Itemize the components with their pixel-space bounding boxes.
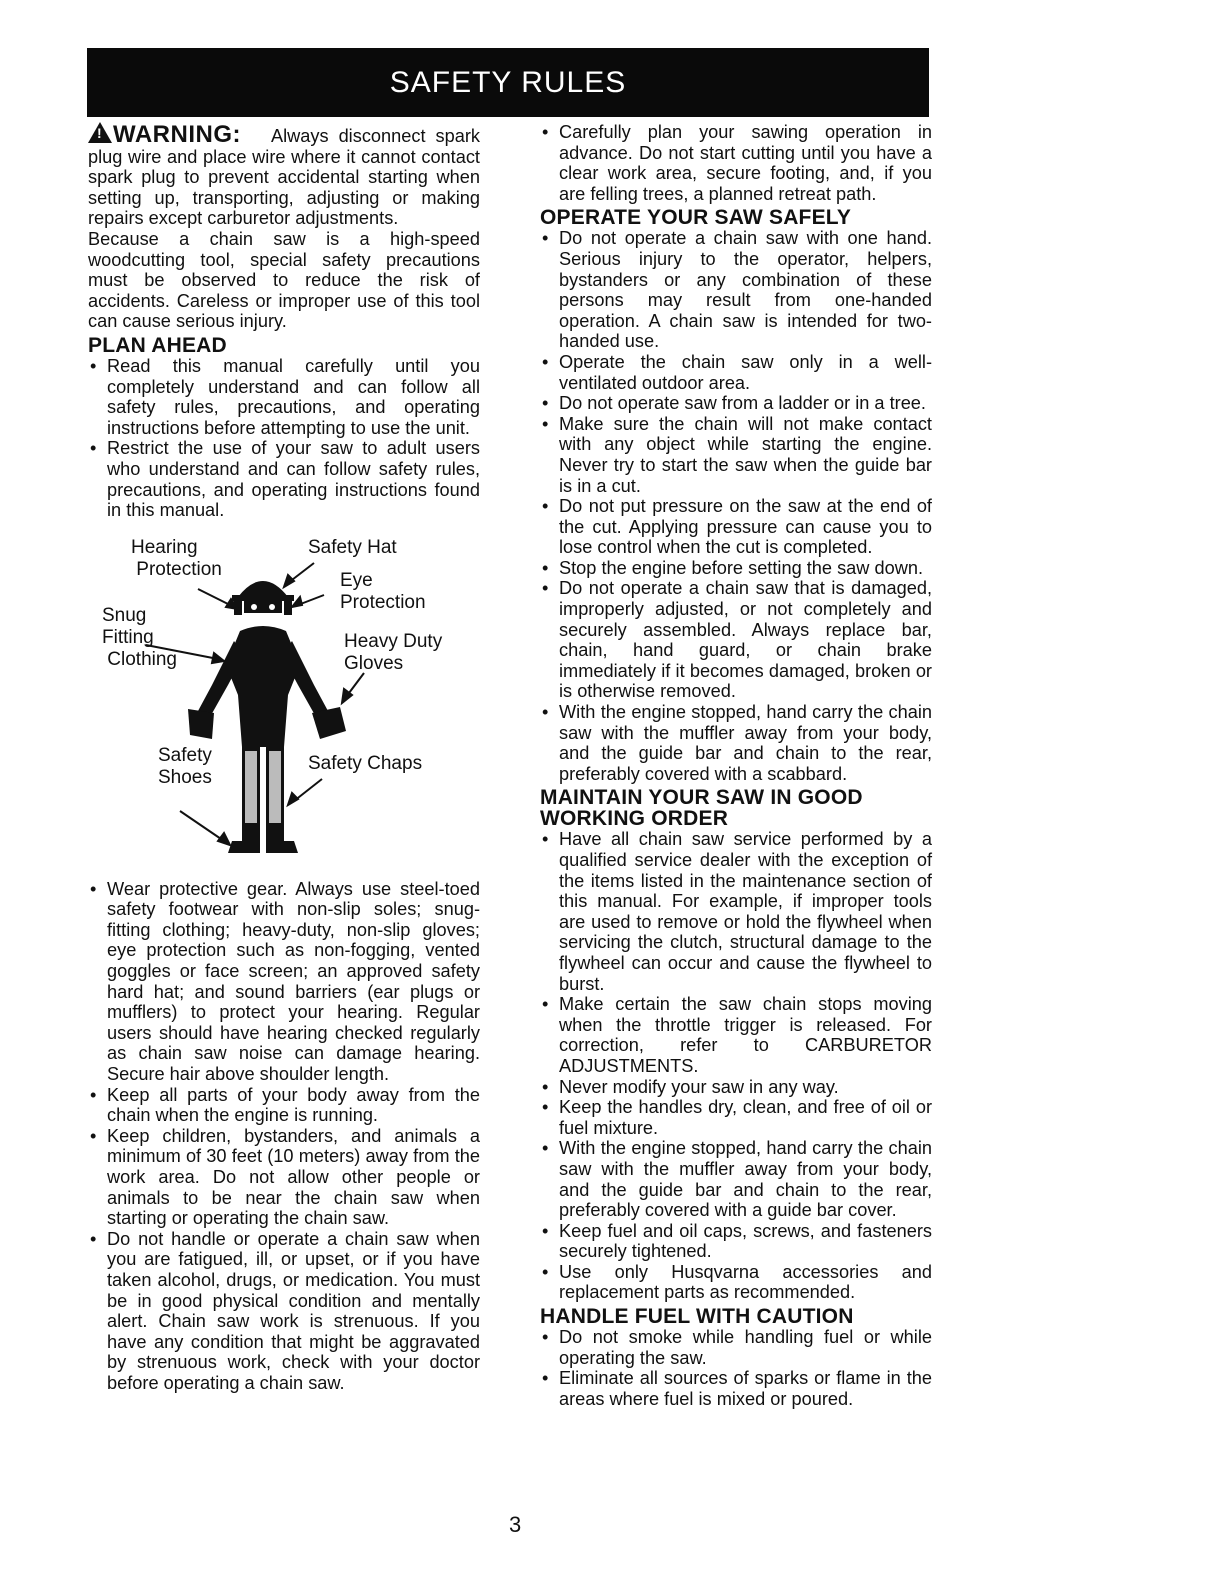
maintain-saw-list <box>540 829 932 1303</box>
list-item: • Operate the chain saw only in a well-ventilated outdoor area. <box>540 352 932 393</box>
protective-gear-list <box>88 879 480 1394</box>
list-item: • Keep children, bystanders, and animals a minimum of 30 feet (10 meters) away from the work area. Do not allow other people or animals to be near the chain saw when starting or operating the chain saw. <box>88 1126 480 1229</box>
handle-fuel-list <box>540 1327 932 1409</box>
protective-gear-figure <box>88 535 480 871</box>
list-item: • With the engine stopped, hand carry the chain saw with the muffler away from your body, and the guide bar and chain to the rear, preferably covered with a guide bar cover. <box>540 1138 932 1220</box>
warning-paragraph <box>88 122 480 229</box>
warning-triangle-icon <box>88 122 112 143</box>
handle-fuel-heading: HANDLE FUEL WITH CAUTION <box>540 1305 854 1329</box>
right-column <box>540 122 932 1409</box>
list-item: • Wear protective gear. Always use steel-toed safety footwear with non-slip soles; snug-fitting clothing; heavy-duty, non-slip gloves; eye protection such as non-fogging, vented goggles or face screen; an approved safety hard hat; and sound barriers (ear plugs or mufflers) to protect your hearing. Regular users should have hearing checked regularly as chain saw noise can damage hearing. Secure hair above shoulder length. <box>88 879 480 1085</box>
list-item: • Restrict the use of your saw to adult users who understand and can follow safety rules, precautions, and operating instructions found in this manual. <box>88 438 480 520</box>
list-item: • Have all chain saw service performed by a qualified service dealer with the exception of the items listed in the maintenance section of this manual. For example, if improper tools are used to remove or hold the flywheel when servicing the clutch, structural damage to the flywheel can occur and cause the flywheel to burst. <box>540 829 932 994</box>
planning-list <box>540 122 932 204</box>
page-number: 3 <box>509 1512 522 1537</box>
list-item: • Do not operate a chain saw that is damaged, improperly adjusted, or not completely and securely assembled. Always replace bar, chain, hand guard, or chain brake immediately if it becomes damaged, broken or is otherwise removed. <box>540 578 932 702</box>
hearing-protection-label: Hearing Protection <box>131 536 222 580</box>
list-item: • With the engine stopped, hand carry the chain saw with the muffler away from your body, and the guide bar and chain to the rear, preferably covered with a scabbard. <box>540 702 932 784</box>
list-item: • Carefully plan your sawing operation in advance. Do not start cutting until you have a clear work area, secure footing, and, if you are felling trees, a planned retreat path. <box>540 122 932 204</box>
intro-paragraph: Because a chain saw is a high-speed woodcutting tool, special safety precautions must be observed to reduce the risk of accidents. Careless or improper use of this tool can cause serious injury. <box>88 228 480 332</box>
list-item: • Keep all parts of your body away from the chain when the engine is running. <box>88 1085 480 1126</box>
safety-shoes-label: Safety Shoes <box>158 744 212 788</box>
eye-protection-label: Eye Protection <box>340 569 426 613</box>
warning-text: Always disconnect spark plug wire and place wire where it cannot contact spark plug to prevent accidental starting when setting up, transporting, adjusting or making repairs except carburetor adjustments. <box>88 126 480 229</box>
warning-label: WARNING: <box>113 121 241 148</box>
list-item: • Make sure the chain will not make contact with any object while starting the engine. Never try to start the saw when the guide bar is in a cut. <box>540 414 932 496</box>
plan-ahead-heading: PLAN AHEAD <box>88 333 227 357</box>
warning-label-group <box>88 121 241 148</box>
safety-chaps-label: Safety Chaps <box>308 752 423 774</box>
list-item: • Do not put pressure on the saw at the end of the cut. Applying pressure can cause you to lose control when the cut is completed. <box>540 496 932 558</box>
heavy-duty-gloves-label: Heavy Duty Gloves <box>344 630 443 674</box>
header-banner <box>87 48 929 117</box>
list-item: • Make certain the saw chain stops moving when the throttle trigger is released. For correction, refer to CARBURETOR ADJUSTMENTS. <box>540 994 932 1076</box>
list-item: • Do not operate saw from a ladder or in a tree. <box>540 393 932 414</box>
operate-safely-heading: OPERATE YOUR SAW SAFELY <box>540 206 852 230</box>
list-item: • Use only Husqvarna accessories and replacement parts as recommended. <box>540 1262 932 1303</box>
list-item: • Do not handle or operate a chain saw when you are fatigued, ill, or upset, or if you have taken alcohol, drugs, or medication. You must be in good physical condition and mentally alert. Chain saw work is strenuous. If you have any condition that might be aggravated by strenuous work, check with your doctor before operating a chain saw. <box>88 1229 480 1394</box>
list-item: • Do not operate a chain saw with one hand. Serious injury to the operator, helpers, bystanders or any combination of these persons may result from one-handed operation. A chain saw is intended for two-handed use. <box>540 228 932 352</box>
list-item: • Do not smoke while handling fuel or while operating the saw. <box>540 1327 932 1368</box>
list-item: • Never modify your saw in any way. <box>540 1077 932 1098</box>
list-item: • Read this manual carefully until you completely understand and can follow all safety rules, precautions, and operating instructions before attempting to use the unit. <box>88 356 480 438</box>
snug-fitting-clothing-label: Snug Fitting Clothing <box>102 604 177 670</box>
list-item: • Keep fuel and oil caps, screws, and fasteners securely tightened. <box>540 1221 932 1262</box>
list-item: • Keep the handles dry, clean, and free of oil or fuel mixture. <box>540 1097 932 1138</box>
plan-ahead-list <box>88 356 480 521</box>
operate-safely-list <box>540 228 932 784</box>
left-column <box>88 122 480 1394</box>
safety-hat-label: Safety Hat <box>308 536 397 558</box>
maintain-saw-heading: MAINTAIN YOUR SAW IN GOOD WORKING ORDER <box>540 786 863 831</box>
page-title: SAFETY RULES <box>389 65 627 99</box>
list-item: • Stop the engine before setting the saw down. <box>540 558 932 579</box>
list-item: • Eliminate all sources of sparks or flame in the areas where fuel is mixed or poured. <box>540 1368 932 1409</box>
